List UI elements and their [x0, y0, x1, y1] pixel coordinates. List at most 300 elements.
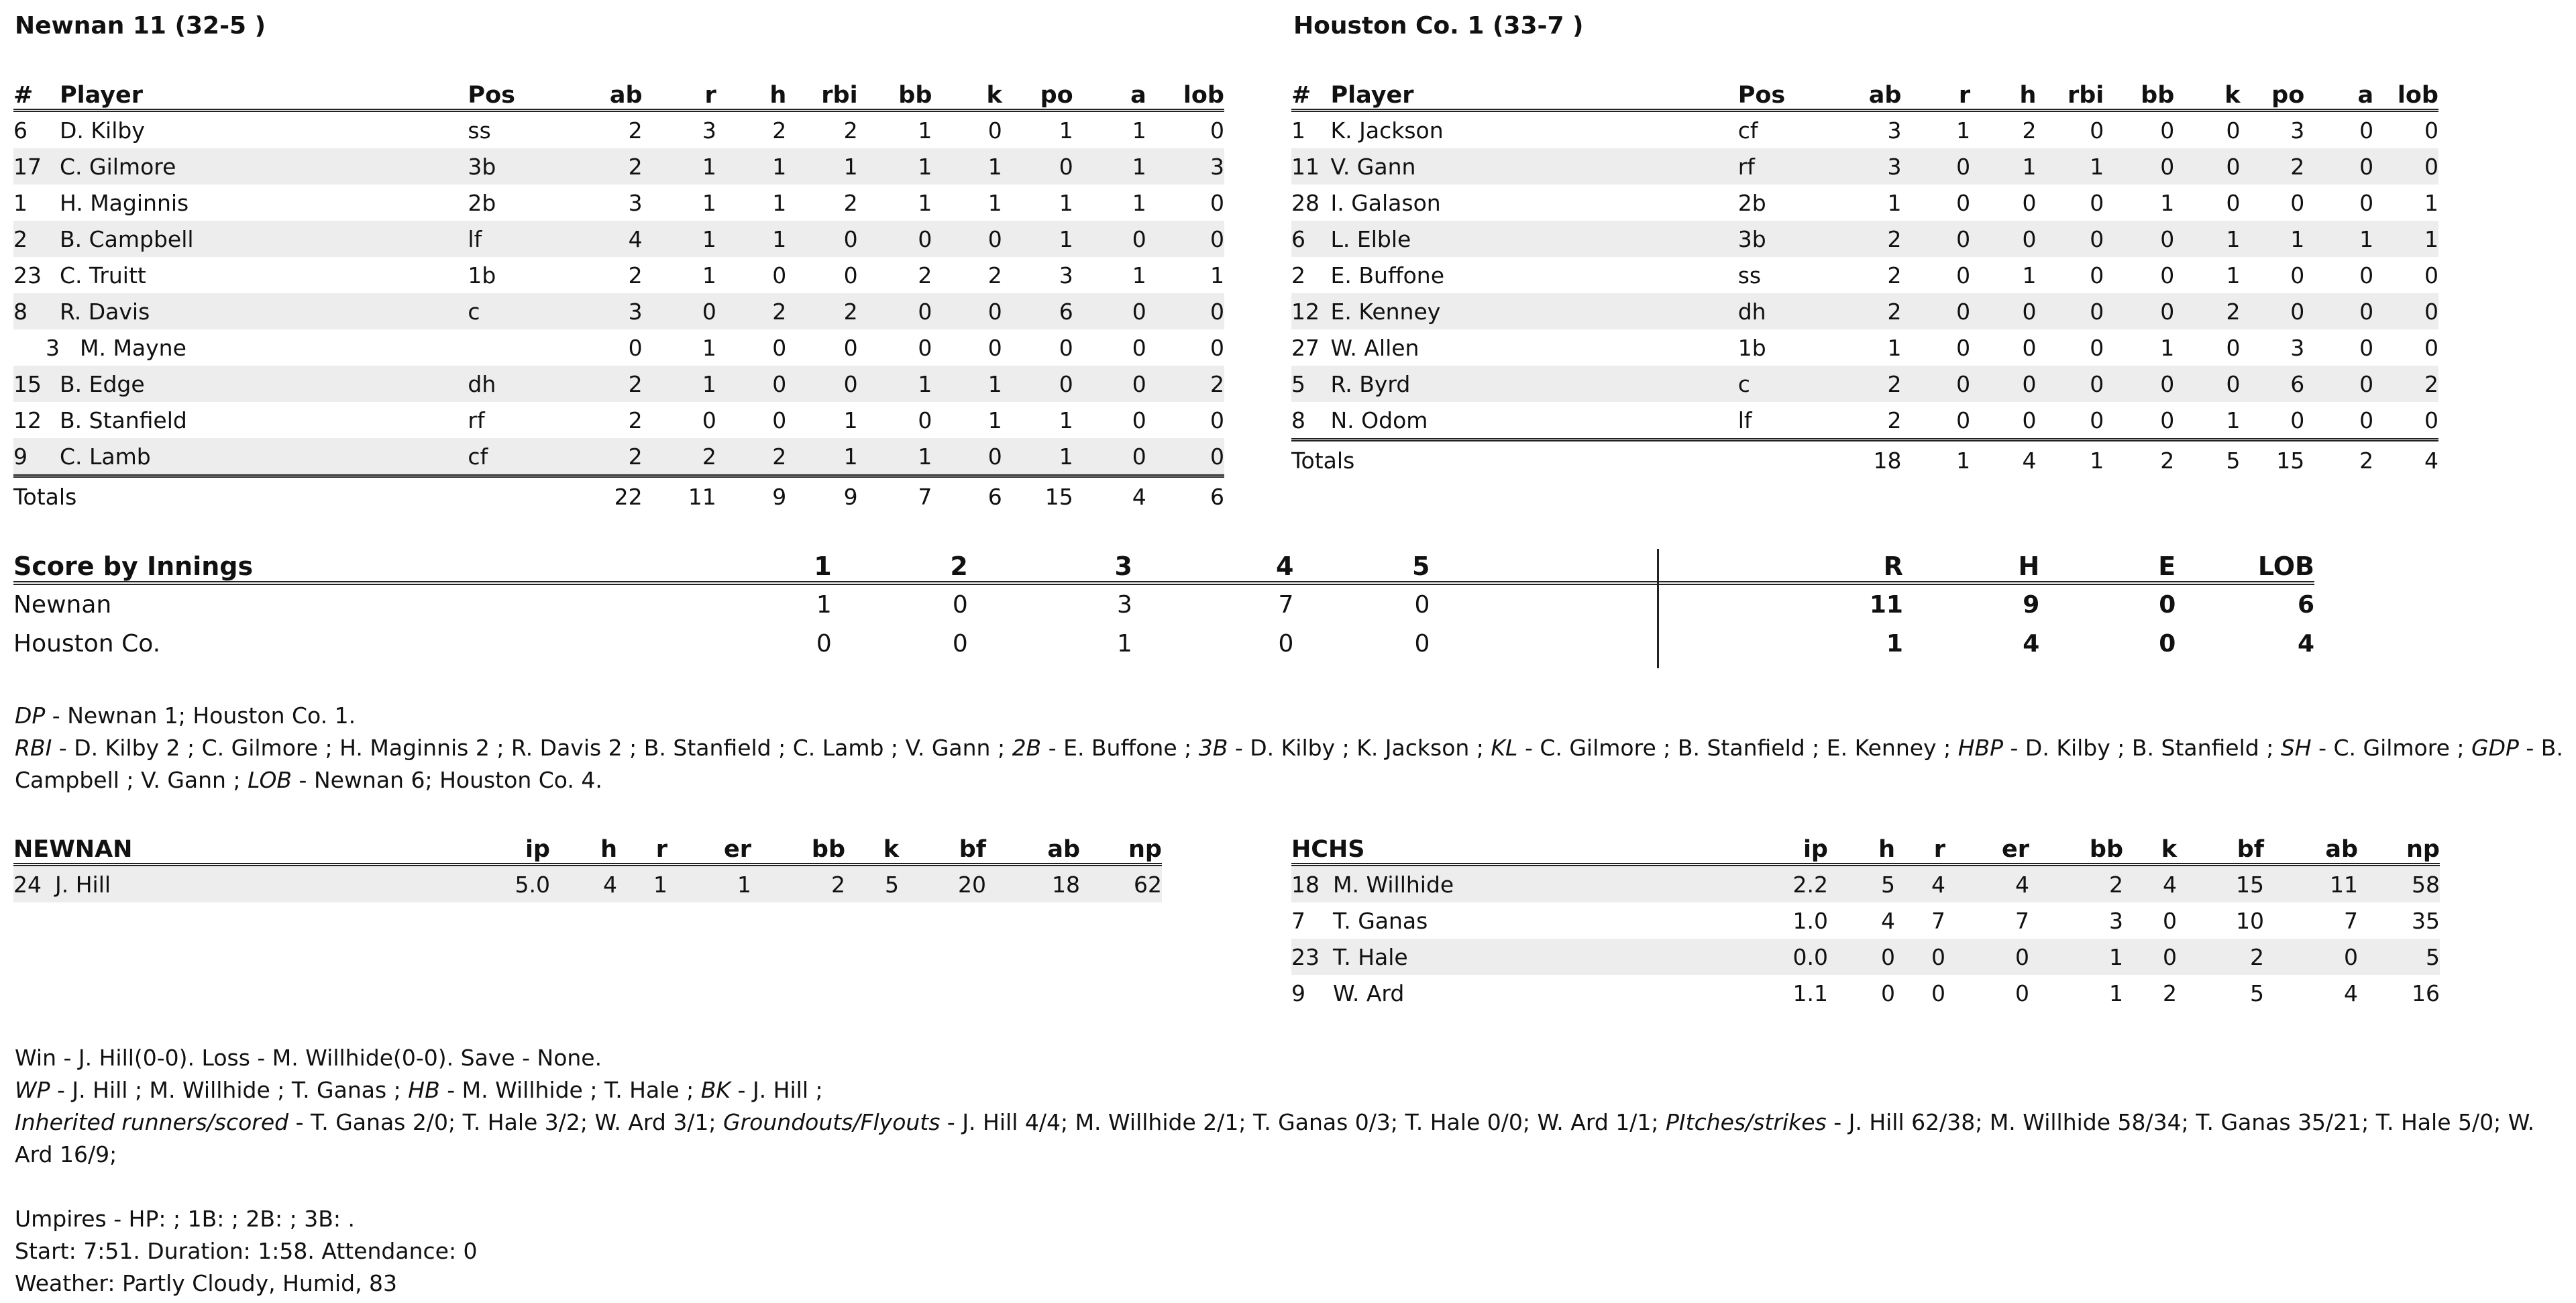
stat-po: 2 — [2241, 148, 2305, 185]
stat-h: 1 — [1970, 148, 2036, 185]
away-batting-table — [1291, 75, 2438, 479]
spacer — [1430, 624, 1580, 663]
inning-score: 0 — [1414, 629, 1430, 658]
stat-r: 0 — [1956, 407, 1971, 433]
batting-row — [13, 366, 1224, 402]
batting-row — [13, 329, 1224, 366]
stat-k: 2 — [2174, 293, 2240, 329]
stat-a: 0 — [1073, 438, 1146, 476]
position: 1b — [1737, 334, 1766, 361]
batting-row — [13, 438, 1224, 476]
decisions-note: Win - J. Hill(0-0). Loss - M. Willhide(0-0). Save - None. — [15, 1045, 602, 1071]
game-info — [15, 1203, 2571, 1300]
col-k: k — [932, 75, 1002, 111]
stat-po: 1 — [1059, 117, 1073, 144]
stat-r: 2 — [643, 438, 716, 476]
stat-k: 0 — [2123, 939, 2177, 975]
stat-po: 1 — [2241, 221, 2305, 257]
jersey-number: 8 — [13, 293, 60, 329]
totals-label: Totals — [13, 476, 565, 516]
team-name: Newnan — [13, 590, 112, 619]
inning-score: 7 — [1278, 590, 1294, 619]
dp-text: - Newnan 1; Houston Co. 1. — [45, 702, 356, 729]
stat-r: 1 — [617, 865, 667, 903]
col-lob: lob — [1146, 75, 1224, 111]
stat-lob: 0 — [1210, 117, 1224, 144]
col-er: er — [667, 829, 751, 865]
pitching-team-label: HCHS — [1291, 829, 1761, 865]
stat-h: 1 — [772, 189, 787, 216]
stat-k: 1 — [2174, 221, 2240, 257]
stat-r: 0 — [1956, 262, 1971, 289]
lob-header: LOB — [2176, 542, 2314, 583]
stat-bb: 1 — [918, 189, 932, 216]
col-k: k — [2174, 75, 2240, 111]
stat-k: 2 — [987, 262, 1002, 289]
stat-lob: 2 — [1146, 366, 1224, 402]
col-rbi: rbi — [786, 75, 857, 111]
stat-ab: 2 — [1834, 366, 1901, 402]
total-k: 5 — [2174, 440, 2240, 480]
pitcher-name: J. Hill — [55, 871, 111, 898]
inherited-runners-label: Inherited runners/scored — [15, 1109, 289, 1135]
stat-po: 3 — [1059, 262, 1073, 289]
stat-ab: 11 — [2264, 865, 2358, 903]
jersey-number: 15 — [13, 366, 60, 402]
stat-ip: 1.0 — [1792, 907, 1828, 934]
batting-row — [13, 402, 1224, 438]
position: lf — [468, 221, 565, 257]
col-po: po — [2241, 75, 2305, 111]
col-bb: bb — [751, 829, 845, 865]
lob-label: LOB — [248, 767, 292, 793]
position: 2b — [468, 189, 496, 216]
home-batting-header — [13, 75, 1224, 111]
stat-a: 0 — [2359, 189, 2374, 216]
gdp-label: GDP — [2471, 735, 2519, 761]
inning-score: 1 — [1117, 629, 1132, 658]
stat-bb: 3 — [2109, 907, 2123, 934]
stat-rbi: 1 — [843, 407, 858, 433]
pitching-detail-note — [15, 1106, 2571, 1171]
stat-h: 0 — [2022, 334, 2037, 361]
stat-bb: 0 — [858, 293, 932, 329]
inning-score: 0 — [952, 590, 968, 619]
total-po: 15 — [1002, 476, 1073, 516]
stat-bb: 0 — [2160, 407, 2175, 433]
batting-row — [1291, 329, 2438, 366]
stat-bb: 0 — [2104, 366, 2174, 402]
col-player: Player — [1331, 75, 1738, 111]
stat-r: 0 — [1956, 334, 1971, 361]
pitcher — [1291, 975, 1761, 1011]
stat-bb: 0 — [858, 221, 932, 257]
score-vertical-divider — [1657, 549, 1659, 668]
player-name: M. Mayne — [80, 334, 186, 361]
batting-row — [1291, 366, 2438, 402]
batting-row — [13, 257, 1224, 293]
dp-label: DP — [15, 702, 46, 729]
spacer — [1430, 583, 1580, 624]
stat-h: 5 — [1828, 865, 1895, 903]
stat-a: 0 — [2359, 117, 2374, 144]
total-hits: 4 — [2023, 629, 2040, 658]
stat-bb: 0 — [2104, 293, 2174, 329]
col-r: r — [617, 829, 667, 865]
total-h: 9 — [716, 476, 786, 516]
pitcher — [1291, 865, 1761, 903]
stat-bf: 20 — [899, 865, 986, 903]
inning-score: 0 — [816, 629, 832, 658]
jersey-number: 27 — [1291, 334, 1320, 361]
rbi-label: RBI — [15, 735, 52, 761]
stat-rbi: 0 — [2090, 334, 2104, 361]
jersey-number: 12 — [1291, 293, 1331, 329]
stat-po: 0 — [1059, 334, 1073, 361]
position: rf — [1738, 148, 1834, 185]
pitches-strikes-label: PItches/strikes — [1666, 1109, 1827, 1135]
jersey-number: 5 — [1291, 366, 1331, 402]
stat-a: 0 — [1073, 366, 1146, 402]
stat-k: 1 — [987, 189, 1002, 216]
col-bb: bb — [2104, 75, 2174, 111]
stat-k: 1 — [932, 148, 1002, 185]
stat-r: 1 — [643, 221, 716, 257]
player-name: E. Buffone — [1330, 262, 1445, 289]
stat-bb: 2 — [918, 262, 932, 289]
stat-bb: 1 — [858, 438, 932, 476]
jersey-number: 8 — [1291, 407, 1305, 433]
jersey-number: 23 — [1291, 943, 1320, 970]
stat-ab: 2 — [1887, 262, 1902, 289]
stat-k: 2 — [2163, 980, 2177, 1006]
total-lob: 4 — [2373, 440, 2438, 480]
stat-h: 0 — [1828, 939, 1895, 975]
stat-h: 2 — [716, 293, 786, 329]
player-name: R. Davis — [60, 293, 468, 329]
jersey-number: 2 — [1291, 262, 1305, 289]
stat-ip: 0.0 — [1761, 939, 1828, 975]
position: 2b — [1737, 189, 1766, 216]
stat-lob: 0 — [2424, 117, 2438, 144]
total-runs: 1 — [1886, 629, 1903, 658]
player-name: C. Truitt — [60, 262, 146, 289]
away-pitching-table — [1291, 829, 2440, 1011]
stat-h: 1 — [2022, 262, 2037, 289]
stat-r: 1 — [702, 189, 716, 216]
stat-ab: 2 — [565, 438, 642, 476]
batting-row — [13, 293, 1224, 329]
stat-rbi: 1 — [786, 148, 857, 185]
col-k: k — [2123, 829, 2177, 865]
col-np: np — [2358, 829, 2440, 865]
batting-row — [1291, 185, 2438, 221]
sh-label: SH — [2280, 735, 2312, 761]
away-team-title: Houston Co. 1 (33-7 ) — [1293, 12, 1584, 40]
stat-ab: 2 — [1834, 221, 1901, 257]
stat-np: 35 — [2412, 907, 2440, 934]
stat-r: 0 — [1901, 148, 1970, 185]
total-k: 6 — [932, 476, 1002, 516]
player-name: V. Gann — [1331, 148, 1738, 185]
position: dh — [468, 366, 565, 402]
stat-h: 4 — [550, 865, 617, 903]
stat-rbi: 0 — [843, 262, 858, 289]
stat-ip: 2.2 — [1761, 865, 1828, 903]
player-name: D. Kilby — [60, 117, 145, 144]
col-r: r — [1901, 75, 1970, 111]
jersey-number: 3 — [46, 334, 60, 361]
stat-bf: 2 — [2177, 939, 2264, 975]
stat-lob: 1 — [2424, 189, 2438, 216]
col-np: np — [1080, 829, 1162, 865]
stat-po: 6 — [2241, 366, 2305, 402]
lob-text: - Newnan 6; Houston Co. 4. — [292, 767, 602, 793]
stat-ab: 3 — [565, 293, 642, 329]
jersey-number: 17 — [13, 148, 60, 185]
stat-ab: 2 — [565, 148, 642, 185]
batting-row — [13, 185, 1224, 221]
stat-bb: 0 — [918, 334, 932, 361]
inning-score: 0 — [952, 629, 968, 658]
inning-score: 3 — [1117, 590, 1132, 619]
player-name: H. Maginnis — [60, 189, 189, 216]
stat-ip: 5.0 — [483, 865, 550, 903]
col-bf: bf — [2177, 829, 2264, 865]
stat-rbi: 0 — [2090, 262, 2104, 289]
col-ip: ip — [483, 829, 550, 865]
col-ab: ab — [565, 75, 642, 111]
player-name: W. Allen — [1330, 334, 1419, 361]
total-r: 1 — [1901, 440, 1970, 480]
doubles-label: 2B — [1012, 735, 1042, 761]
batting-notes — [15, 700, 2571, 796]
stat-po: 3 — [2290, 334, 2305, 361]
batting-row — [13, 221, 1224, 257]
stat-ab: 2 — [1834, 293, 1901, 329]
stat-k: 0 — [987, 117, 1002, 144]
stat-lob: 0 — [2424, 407, 2438, 433]
stat-er: 0 — [2015, 980, 2029, 1006]
stat-r: 0 — [1901, 293, 1970, 329]
score-divider — [1430, 542, 1580, 583]
pitcher-name: T. Hale — [1333, 943, 1408, 970]
stat-a: 0 — [2359, 262, 2374, 289]
stat-ab: 3 — [628, 189, 643, 216]
jersey-number: 2 — [13, 221, 60, 257]
score-by-innings-table — [13, 542, 2314, 663]
player-name: L. Elble — [1331, 221, 1738, 257]
stat-h: 4 — [1881, 907, 1895, 934]
umpires-line: Umpires - HP: ; 1B: ; 2B: ; 3B: . — [15, 1206, 356, 1232]
stat-bb: 1 — [2109, 980, 2123, 1006]
stat-h: 0 — [2022, 407, 2037, 433]
player-name: B. Campbell — [60, 221, 468, 257]
stat-r: 0 — [1901, 221, 1970, 257]
total-h: 4 — [1970, 440, 2036, 480]
total-lob: 6 — [1146, 476, 1224, 516]
stat-h: 0 — [2022, 189, 2037, 216]
pitching-row — [1291, 939, 2440, 975]
stat-np: 5 — [2358, 939, 2440, 975]
batting-row — [1291, 257, 2438, 293]
triples-label: 3B — [1198, 735, 1228, 761]
stat-ab: 4 — [565, 221, 642, 257]
stat-po: 1 — [1059, 189, 1073, 216]
stat-h: 0 — [1970, 221, 2036, 257]
batting-row — [1291, 148, 2438, 185]
total-hits: 9 — [2023, 590, 2040, 619]
stat-r: 7 — [1931, 907, 1945, 934]
stat-bb: 1 — [2160, 334, 2175, 361]
dp-note — [15, 700, 2571, 732]
player-name: I. Galason — [1330, 189, 1441, 216]
stat-ab: 0 — [2264, 939, 2358, 975]
totals-row — [1291, 440, 2438, 480]
stat-r: 1 — [643, 148, 716, 185]
player-name: B. Stanfield — [60, 407, 187, 433]
stat-rbi: 0 — [2036, 221, 2104, 257]
groundouts-flyouts-text: - J. Hill 4/4; M. Willhide 2/1; T. Ganas 0/3; T. Hale 0/0; W. Ard 1/1; — [940, 1109, 1666, 1135]
stat-rbi: 0 — [2090, 407, 2104, 433]
stat-k: 0 — [2226, 117, 2241, 144]
stat-h: 2 — [716, 438, 786, 476]
stat-k: 0 — [932, 221, 1002, 257]
pitcher — [13, 865, 483, 903]
jersey-number: 18 — [1291, 871, 1320, 898]
player-name: E. Kenney — [1331, 293, 1738, 329]
stat-rbi: 2 — [843, 189, 858, 216]
stat-bb: 0 — [2160, 262, 2175, 289]
pitcher-name: W. Ard — [1333, 980, 1405, 1006]
stat-a: 1 — [1073, 148, 1146, 185]
stat-rbi: 0 — [2036, 293, 2104, 329]
stat-bb: 0 — [2104, 148, 2174, 185]
position: ss — [1737, 262, 1762, 289]
stat-po: 0 — [1002, 148, 1073, 185]
stat-r: 0 — [1901, 366, 1970, 402]
stat-k: 1 — [987, 407, 1002, 433]
gdp-text: - B. Campbell ; V. Gann ; — [15, 735, 2563, 793]
stat-ab: 4 — [2344, 980, 2358, 1006]
stat-ab: 0 — [628, 334, 643, 361]
stat-bb: 1 — [858, 148, 932, 185]
jersey-number: 28 — [1291, 189, 1320, 216]
stat-rbi: 0 — [2090, 117, 2104, 144]
weather-line: Weather: Partly Cloudy, Humid, 83 — [15, 1270, 398, 1296]
stat-a: 1 — [1132, 262, 1146, 289]
stat-po: 0 — [2290, 262, 2305, 289]
total-bb: 2 — [2104, 440, 2174, 480]
score-row-newnan — [13, 583, 2314, 624]
position: 3b — [468, 148, 565, 185]
stat-a: 0 — [1073, 293, 1146, 329]
col-player: Player — [60, 75, 468, 111]
stat-r: 0 — [1956, 189, 1971, 216]
pitching-row — [13, 865, 1162, 903]
stat-er: 7 — [2015, 907, 2029, 934]
stat-rbi: 2 — [786, 293, 857, 329]
stat-a: 1 — [2304, 221, 2373, 257]
total-ab: 18 — [1834, 440, 1901, 480]
stat-h: 0 — [1970, 366, 2036, 402]
kl-label: KL — [1491, 735, 1518, 761]
stat-a: 0 — [2304, 366, 2373, 402]
stat-bb: 2 — [2029, 865, 2123, 903]
stat-np: 62 — [1080, 865, 1162, 903]
stat-a: 1 — [1132, 117, 1146, 144]
hits-header: H — [1903, 542, 2039, 583]
total-lob: 4 — [2297, 629, 2314, 658]
stat-a: 0 — [2359, 334, 2374, 361]
stat-r: 4 — [1895, 865, 1945, 903]
stat-po: 0 — [2290, 407, 2305, 433]
col-k: k — [845, 829, 899, 865]
position: cf — [1737, 117, 1758, 144]
col-h: h — [1970, 75, 2036, 111]
col-bf: bf — [899, 829, 986, 865]
totals-row — [13, 476, 1224, 516]
stat-k: 1 — [2226, 407, 2241, 433]
total-a: 4 — [1073, 476, 1146, 516]
stat-a: 0 — [2359, 407, 2374, 433]
total-runs: 11 — [1869, 590, 1903, 619]
jersey-number: 9 — [1291, 980, 1305, 1006]
stat-ab: 2 — [1887, 407, 1902, 433]
home-batting-table — [13, 75, 1224, 515]
stat-rbi: 2 — [843, 117, 858, 144]
total-bb: 7 — [858, 476, 932, 516]
triples-text: - D. Kilby ; K. Jackson ; — [1228, 735, 1491, 761]
stat-bb: 2 — [751, 865, 845, 903]
totals-label: Totals — [1291, 440, 1834, 480]
total-po: 15 — [2241, 440, 2305, 480]
stat-k: 4 — [2123, 865, 2177, 903]
position: c — [1738, 366, 1834, 402]
batting-row — [13, 148, 1224, 185]
stat-ip: 1.1 — [1792, 980, 1828, 1006]
stat-h: 0 — [716, 366, 786, 402]
stat-k: 0 — [2174, 148, 2240, 185]
stat-np: 58 — [2358, 865, 2440, 903]
kl-text: - C. Gilmore ; B. Stanfield ; E. Kenney ; — [1517, 735, 1958, 761]
stat-rbi: 0 — [2036, 366, 2104, 402]
col-num: # — [13, 75, 60, 111]
col-bb: bb — [2029, 829, 2123, 865]
home-pitching-table — [13, 829, 1162, 902]
pitching-notes — [15, 1042, 2571, 1171]
stat-lob: 0 — [2424, 262, 2438, 289]
stat-rbi: 0 — [843, 334, 858, 361]
score-header — [13, 542, 2314, 583]
player-name: C. Lamb — [60, 438, 468, 476]
batting-row — [13, 111, 1224, 149]
position: rf — [468, 407, 485, 433]
stat-h: 1 — [716, 221, 786, 257]
pitcher — [1291, 939, 1761, 975]
inning-score: 0 — [1414, 590, 1430, 619]
batting-row — [1291, 111, 2438, 149]
stat-ab: 2 — [628, 262, 643, 289]
stat-po: 6 — [1002, 293, 1073, 329]
stat-r: 1 — [1956, 117, 1971, 144]
doubles-text: - E. Buffone ; — [1041, 735, 1199, 761]
stat-po: 0 — [2290, 189, 2305, 216]
stat-k: 0 — [2174, 366, 2240, 402]
stat-rbi: 0 — [786, 366, 857, 402]
stat-bb: 1 — [858, 366, 932, 402]
stat-a: 0 — [1132, 407, 1146, 433]
